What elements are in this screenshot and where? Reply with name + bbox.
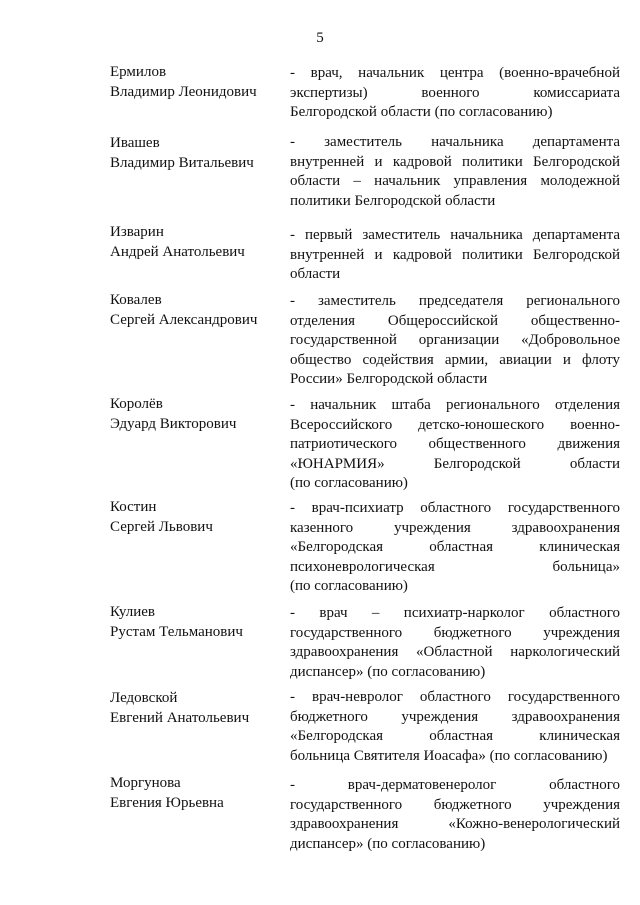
role-line: - врач, начальник центра (военно-врачебной (290, 65, 620, 81)
role-line: отделения Общероссийской общественно- (290, 312, 620, 329)
person-role (290, 292, 620, 390)
role-line: «Белгородская областная клиническая (290, 728, 620, 744)
given-names: Евгения Юрьевна (110, 795, 224, 811)
role-line: - врач-невролог областного государственного (290, 689, 620, 705)
person-role (290, 604, 620, 682)
surname: Костин (110, 499, 157, 515)
role-line: государственного бюджетного учреждения (290, 624, 620, 641)
role-line: больница Святителя Иоасафа» (по согласованию) (290, 747, 608, 764)
given-names: Владимир Витальевич (110, 155, 254, 171)
role-line: - врач-психиатр областного государственного (290, 500, 620, 516)
role-line: - заместитель начальника департамента (290, 134, 620, 150)
given-names: Андрей Анатольевич (110, 244, 245, 260)
role-line: внутренней и кадровой политики Белгородской (290, 153, 620, 170)
person-role (290, 499, 620, 597)
role-line: политики Белгородской области (290, 192, 496, 209)
role-line: казенного учреждения здравоохранения (290, 519, 620, 536)
given-names: Сергей Александрович (110, 312, 258, 328)
given-names: Евгений Анатольевич (110, 710, 250, 726)
person-name (110, 688, 280, 728)
person-name (110, 133, 280, 173)
role-line: - врач – психиатр-нарколог областного (290, 605, 620, 621)
given-names: Сергей Львович (110, 519, 213, 535)
role-line: бюджетного учреждения здравоохранения (290, 708, 620, 725)
person-role (290, 226, 620, 285)
surname: Королёв (110, 396, 163, 412)
role-line: диспансер» (по согласованию) (290, 835, 486, 852)
role-line: диспансер» (по согласованию) (290, 663, 486, 680)
role-line: Белгородской области (по согласованию) (290, 104, 553, 120)
person-name (110, 222, 280, 262)
person-name (110, 394, 280, 434)
surname: Ледовской (110, 690, 178, 706)
surname: Ковалев (110, 292, 162, 308)
role-line: области (290, 266, 341, 282)
given-names: Рустам Тельманович (110, 624, 243, 640)
role-line: - заместитель председателя регионального (290, 293, 620, 309)
role-line: - начальник штаба регионального отделения (290, 397, 620, 413)
role-line: государственного бюджетного учреждения (290, 796, 620, 813)
role-line: здравоохранения «Областной наркологический (290, 644, 620, 660)
role-line: общество содействия армии, авиации и флоту (290, 351, 620, 368)
surname: Кулиев (110, 604, 155, 620)
role-line: «Белгородская областная клиническая (290, 539, 620, 555)
person-role (290, 64, 620, 123)
person-name (110, 497, 280, 537)
person-role (290, 133, 620, 211)
role-line: «ЮНАРМИЯ» Белгородской области (290, 455, 620, 472)
role-line: области – начальник управления молодежной (290, 173, 620, 189)
role-line: - первый заместитель начальника департамента (290, 227, 620, 243)
role-line: Всероссийского детско-юношеского военно- (290, 416, 620, 433)
role-line: - врач-дерматовенеролог областного (290, 777, 620, 793)
person-name (110, 602, 280, 642)
person-role (290, 776, 620, 854)
role-line: России» Белгородской области (290, 371, 488, 387)
role-line: патриотического общественного движения (290, 436, 620, 452)
surname: Моргунова (110, 775, 181, 791)
person-name (110, 773, 280, 813)
role-line: внутренней и кадровой политики Белгородской (290, 246, 620, 263)
person-name (110, 62, 280, 102)
given-names: Владимир Леонидович (110, 84, 257, 100)
role-line: государственной организации «Добровольное (290, 332, 620, 348)
role-line: (по согласованию) (290, 578, 408, 594)
given-names: Эдуард Викторович (110, 416, 237, 432)
role-line: экспертизы) военного комиссариата (290, 84, 620, 101)
role-line: психоневрологическая больница» (290, 558, 620, 575)
surname: Ермилов (110, 64, 167, 80)
role-line: здравоохранения «Кожно-венерологический (290, 816, 620, 832)
surname: Изварин (110, 224, 164, 240)
person-role (290, 688, 620, 766)
role-line: (по согласованию) (290, 475, 408, 491)
surname: Ивашев (110, 135, 160, 151)
page-number: 5 (316, 30, 324, 46)
person-name (110, 290, 280, 330)
person-role (290, 396, 620, 494)
